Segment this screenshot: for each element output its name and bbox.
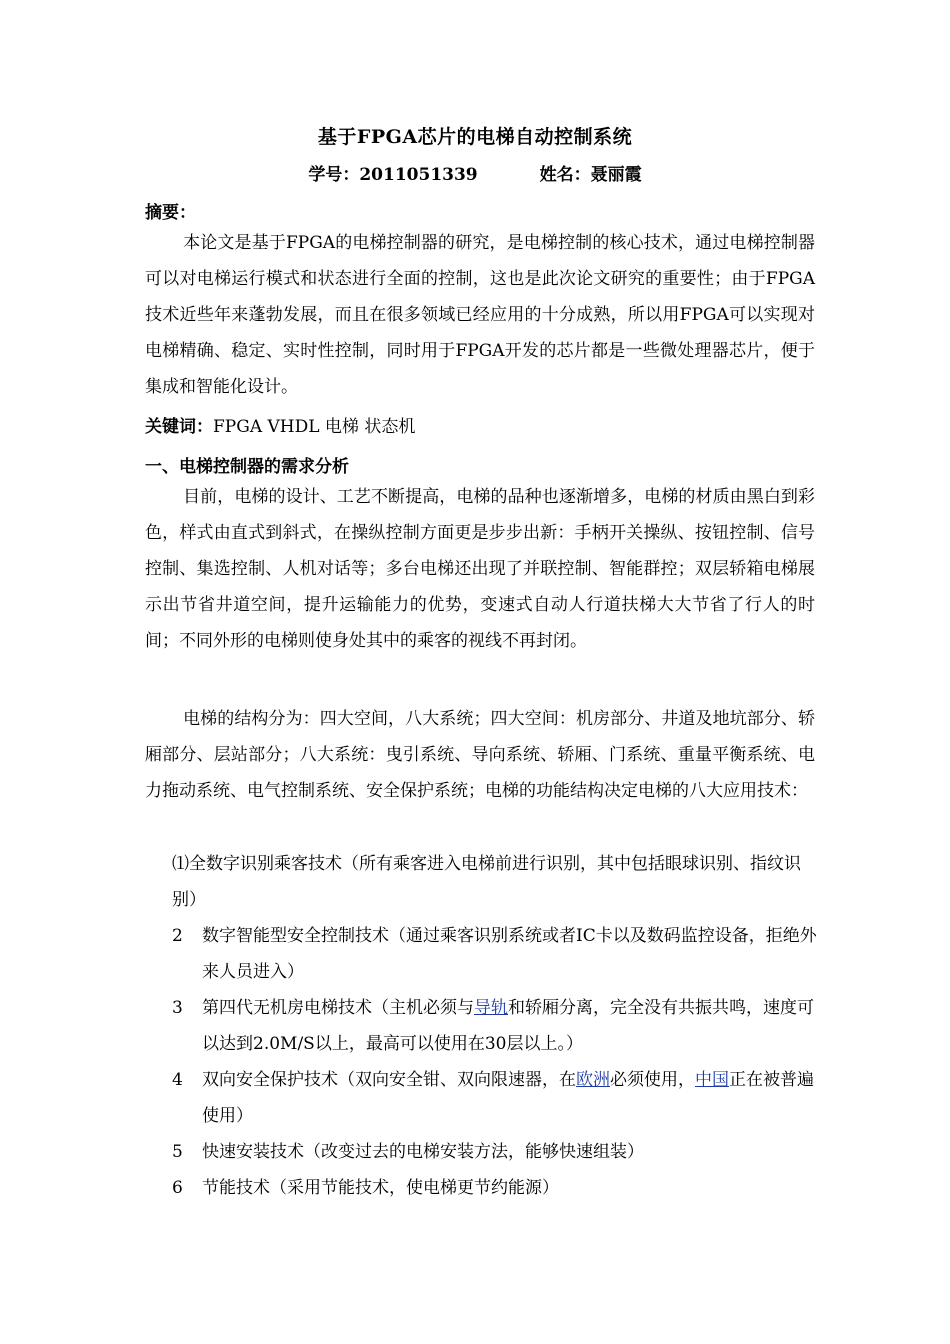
student-id: 学号：2011051339 [308,165,478,185]
list-item-4 [172,1062,822,1134]
body-paragraph-2 [145,701,815,809]
list-item-1 [172,846,822,918]
document-title: 基于FPGA芯片的电梯自动控制系统 [317,126,633,148]
list-text [172,990,822,1062]
list-number: 3 [172,998,183,1018]
list-number: 4 [172,1070,183,1090]
list-item-3 [172,990,822,1062]
list-text-part: 正在被普遍使用） [202,1070,814,1126]
list-text-part: 第四代无机房电梯技术（主机必须与 [202,998,474,1018]
list-number: ⑴ [172,854,189,874]
section-heading: 一、电梯控制器的需求分析 [145,457,349,477]
list-text: 节能技术（采用节能技术，使电梯更节约能源） [202,1178,559,1198]
keywords-value: FPGA VHDL 电梯 状态机 [213,417,416,437]
list-number: 6 [172,1178,183,1198]
abstract-paragraph [145,225,815,405]
paragraph-text: 目前，电梯的设计、工艺不断提高，电梯的品种也逐渐增多，电梯的材质由黑白到彩色，样式由直式到斜式，在操纵控制方面更是步步出新：手柄开关操纵、按钮控制、信号控制、集选控制、人机对话等；多台电梯还出现了并联控制、智能群控；双层轿箱电梯展示出节省井道空间，提升运输能力的优势，变速式自动人行道扶梯大大节省了行人的时间；不同外形的电梯则使身处其中的乘客的视线不再封闭。 [145,487,815,651]
abstract-text: 本论文是基于FPGA的电梯控制器的研究，是电梯控制的核心技术，通过电梯控制器可以对电梯运行模式和状态进行全面的控制，这也是此次论文研究的重要性；由于FPGA技术近些年来蓬勃发展，而且在很多领域已经应用的十分成熟，所以用FPGA可以实现对电梯精确、稳定、实时性控制，同时用于FPGA开发的芯片都是一些微处理器芯片，便于集成和智能化设计。 [145,233,815,397]
link-guide-rail[interactable]: 导轨 [474,998,508,1018]
author-name: 姓名：聂丽霞 [539,165,642,185]
link-china[interactable]: 中国 [695,1070,729,1090]
list-item-2 [172,918,822,990]
list-text [172,1062,822,1134]
link-europe[interactable]: 欧洲 [576,1070,610,1090]
keywords-line [145,412,415,437]
list-item-5 [172,1134,822,1170]
keywords-label: 关键词： [145,417,213,437]
list-number: 2 [172,926,183,946]
body-paragraph-1 [145,479,815,659]
list-text: 快速安装技术（改变过去的电梯安装方法，能够快速组装） [202,1142,644,1162]
list-text: 数字智能型安全控制技术（通过乘客识别系统或者IC卡以及数码监控设备，拒绝外来人员进入） [202,926,817,982]
list-number: 5 [172,1142,183,1162]
list-text-part: 双向安全保护技术（双向安全钳、双向限速器，在 [202,1070,576,1090]
list-text: 全数字识别乘客技术（所有乘客进入电梯前进行识别，其中包括眼球识别、指纹识别） [172,854,801,910]
abstract-heading: 摘要： [145,203,196,223]
list-item-6 [172,1170,822,1206]
author-line [0,160,950,185]
paragraph-text: 电梯的结构分为：四大空间，八大系统；四大空间：机房部分、井道及地坑部分、轿厢部分、层站部分；八大系统：曳引系统、导向系统、轿厢、门系统、重量平衡系统、电力拖动系统、电气控制系统、安全保护系统；电梯的功能结构决定电梯的八大应用技术： [145,709,815,801]
list-text-part: 必须使用， [610,1070,695,1090]
list-text-part: 和轿厢分离，完全没有共振共鸣，速度可以达到2.0M/S以上，最高可以使用在30层以上。） [202,998,814,1054]
